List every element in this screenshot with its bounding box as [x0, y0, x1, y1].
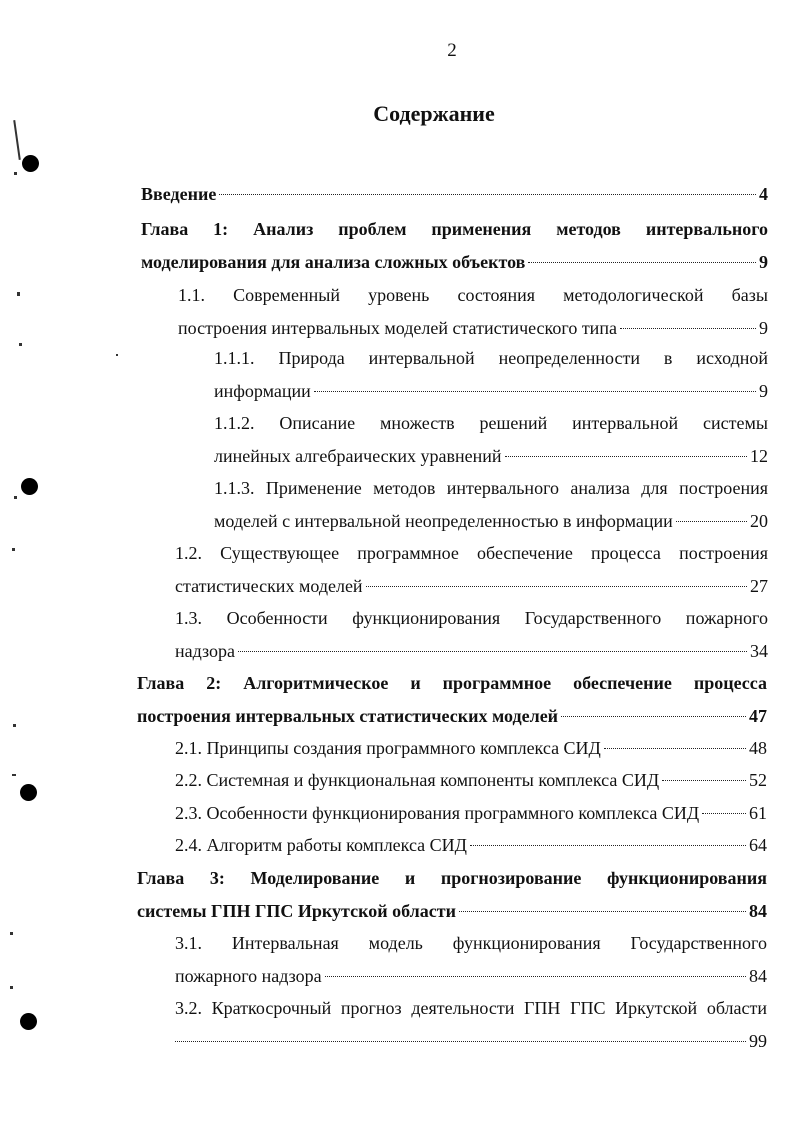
toc-page-number: 84 [749, 965, 767, 986]
page-number: 2 [447, 40, 457, 61]
toc-page-number: 9 [759, 251, 768, 272]
toc-page-number: 84 [749, 900, 767, 921]
toc-entry-text: моделей с интервальной неопределенностью в информации [214, 510, 673, 531]
scan-speck [10, 986, 13, 989]
toc-entry-text: системы ГПН ГПС Иркутской области [137, 900, 456, 921]
dot-leader [528, 262, 756, 263]
toc-page-number: 9 [759, 380, 768, 401]
toc-entry-text: Глава 1: Анализ проблем применения методов интервального [141, 219, 768, 239]
toc-entry-text: построения интервальных статистических моделей [137, 705, 559, 726]
toc-entry-text: линейных алгебраических уравнений [214, 445, 502, 466]
toc-page-number: 12 [750, 445, 768, 466]
toc-entry-chapter-2[interactable] [137, 667, 767, 732]
scan-speck [14, 496, 17, 499]
toc-entry-3-1[interactable] [175, 927, 767, 992]
scan-speck [17, 292, 20, 296]
scan-speck [19, 343, 22, 346]
toc-entry-text: пожарного надзора [175, 965, 322, 986]
scan-speck [12, 548, 15, 551]
dot-leader [238, 651, 747, 652]
page-title: Содержание [373, 101, 495, 126]
toc-entry-text: информации [214, 380, 311, 401]
toc-page-number: 27 [750, 575, 768, 596]
scan-speck [13, 724, 16, 727]
toc-entry-1-1-3[interactable] [214, 472, 768, 537]
toc-entry-text: Глава 3: Моделирование и прогнозирование функционирования [137, 868, 767, 888]
toc-entry-1-2[interactable] [175, 537, 768, 602]
toc-entry-3-2[interactable] [175, 992, 767, 1057]
binder-hole [20, 1013, 37, 1030]
toc-entry-text: 1.1.1. Природа интервальной неопределенности в исходной [214, 348, 768, 368]
toc-page-number: 20 [750, 510, 768, 531]
scan-speck [14, 172, 17, 175]
binder-hole [20, 784, 37, 801]
toc-entry-intro[interactable] [141, 178, 768, 211]
toc-page-number: 48 [749, 738, 767, 758]
dot-leader [175, 1041, 746, 1042]
toc-entry-text: 1.2. Существующее программное обеспечение процесса построения [175, 543, 768, 563]
dot-leader [676, 521, 747, 522]
toc-entry-chapter-1[interactable] [141, 213, 768, 278]
toc-entry-text: статистических моделей [175, 575, 363, 596]
binder-hole [21, 478, 38, 495]
toc-entry-text: Введение [141, 184, 217, 204]
toc-entry-text: 2.2. Системная и функциональная компоненты комплекса СИД [175, 770, 660, 790]
toc-entry-text: моделирования для анализа сложных объектов [141, 251, 526, 272]
scan-speck [12, 774, 16, 776]
toc-entry-1-1-1[interactable] [214, 342, 768, 407]
toc-page-number: 47 [749, 705, 767, 726]
toc-entry-text: 2.3. Особенности функционирования программного комплекса СИД [175, 803, 700, 823]
dot-leader [459, 911, 746, 912]
dot-leader [702, 813, 746, 814]
toc-entry-1-3[interactable] [175, 602, 768, 667]
toc-entry-2-4[interactable] [175, 829, 767, 862]
toc-entry-text: 2.1. Принципы создания программного комплекса СИД [175, 738, 601, 758]
toc-page-number: 4 [759, 184, 768, 204]
toc-entry-text: 3.1. Интервальная модель функционирования Государственного [175, 933, 767, 953]
toc-entry-text: построения интервальных моделей статистического типа [178, 317, 617, 338]
toc-entry-2-2[interactable] [175, 764, 767, 797]
scan-speck [10, 932, 13, 935]
toc-entry-text: 1.1. Современный уровень состояния методологической базы [178, 285, 768, 305]
toc-page-number: 9 [759, 317, 768, 338]
toc-page-number: 61 [749, 803, 767, 823]
dot-leader [620, 328, 756, 329]
toc-entry-text: Глава 2: Алгоритмическое и программное обеспечение процесса [137, 673, 767, 693]
toc-page-number: 64 [749, 835, 767, 855]
toc-page-number: 99 [749, 1030, 767, 1051]
dot-leader [314, 391, 756, 392]
scan-speck [116, 354, 118, 356]
toc-entry-2-3[interactable] [175, 797, 767, 830]
toc-entry-2-1[interactable] [175, 732, 767, 765]
toc-entry-text: 1.3. Особенности функционирования Государственного пожарного [175, 608, 768, 628]
toc-entry-1-1-2[interactable] [214, 407, 768, 472]
toc-entry-chapter-3[interactable] [137, 862, 767, 927]
dot-leader [219, 194, 756, 195]
dot-leader [325, 976, 746, 977]
dot-leader [561, 716, 746, 717]
dot-leader [470, 845, 746, 846]
dot-leader [604, 748, 746, 749]
binder-hole [22, 155, 39, 172]
toc-entry-text: 3.2. Краткосрочный прогноз деятельности ГПН ГПС Иркутской области [175, 998, 767, 1018]
dot-leader [366, 586, 747, 587]
toc-page-number: 52 [749, 770, 767, 790]
toc-entry-1-1[interactable] [178, 279, 768, 344]
dot-leader [505, 456, 747, 457]
dot-leader [662, 780, 746, 781]
toc-entry-text: 1.1.2. Описание множеств решений интервальной системы [214, 413, 768, 433]
toc-entry-text: 1.1.3. Применение методов интервального анализа для построения [214, 478, 768, 498]
toc-entry-text: 2.4. Алгоритм работы комплекса СИД [175, 835, 467, 855]
toc-entry-text: надзора [175, 640, 235, 661]
toc-page-number: 34 [750, 640, 768, 661]
